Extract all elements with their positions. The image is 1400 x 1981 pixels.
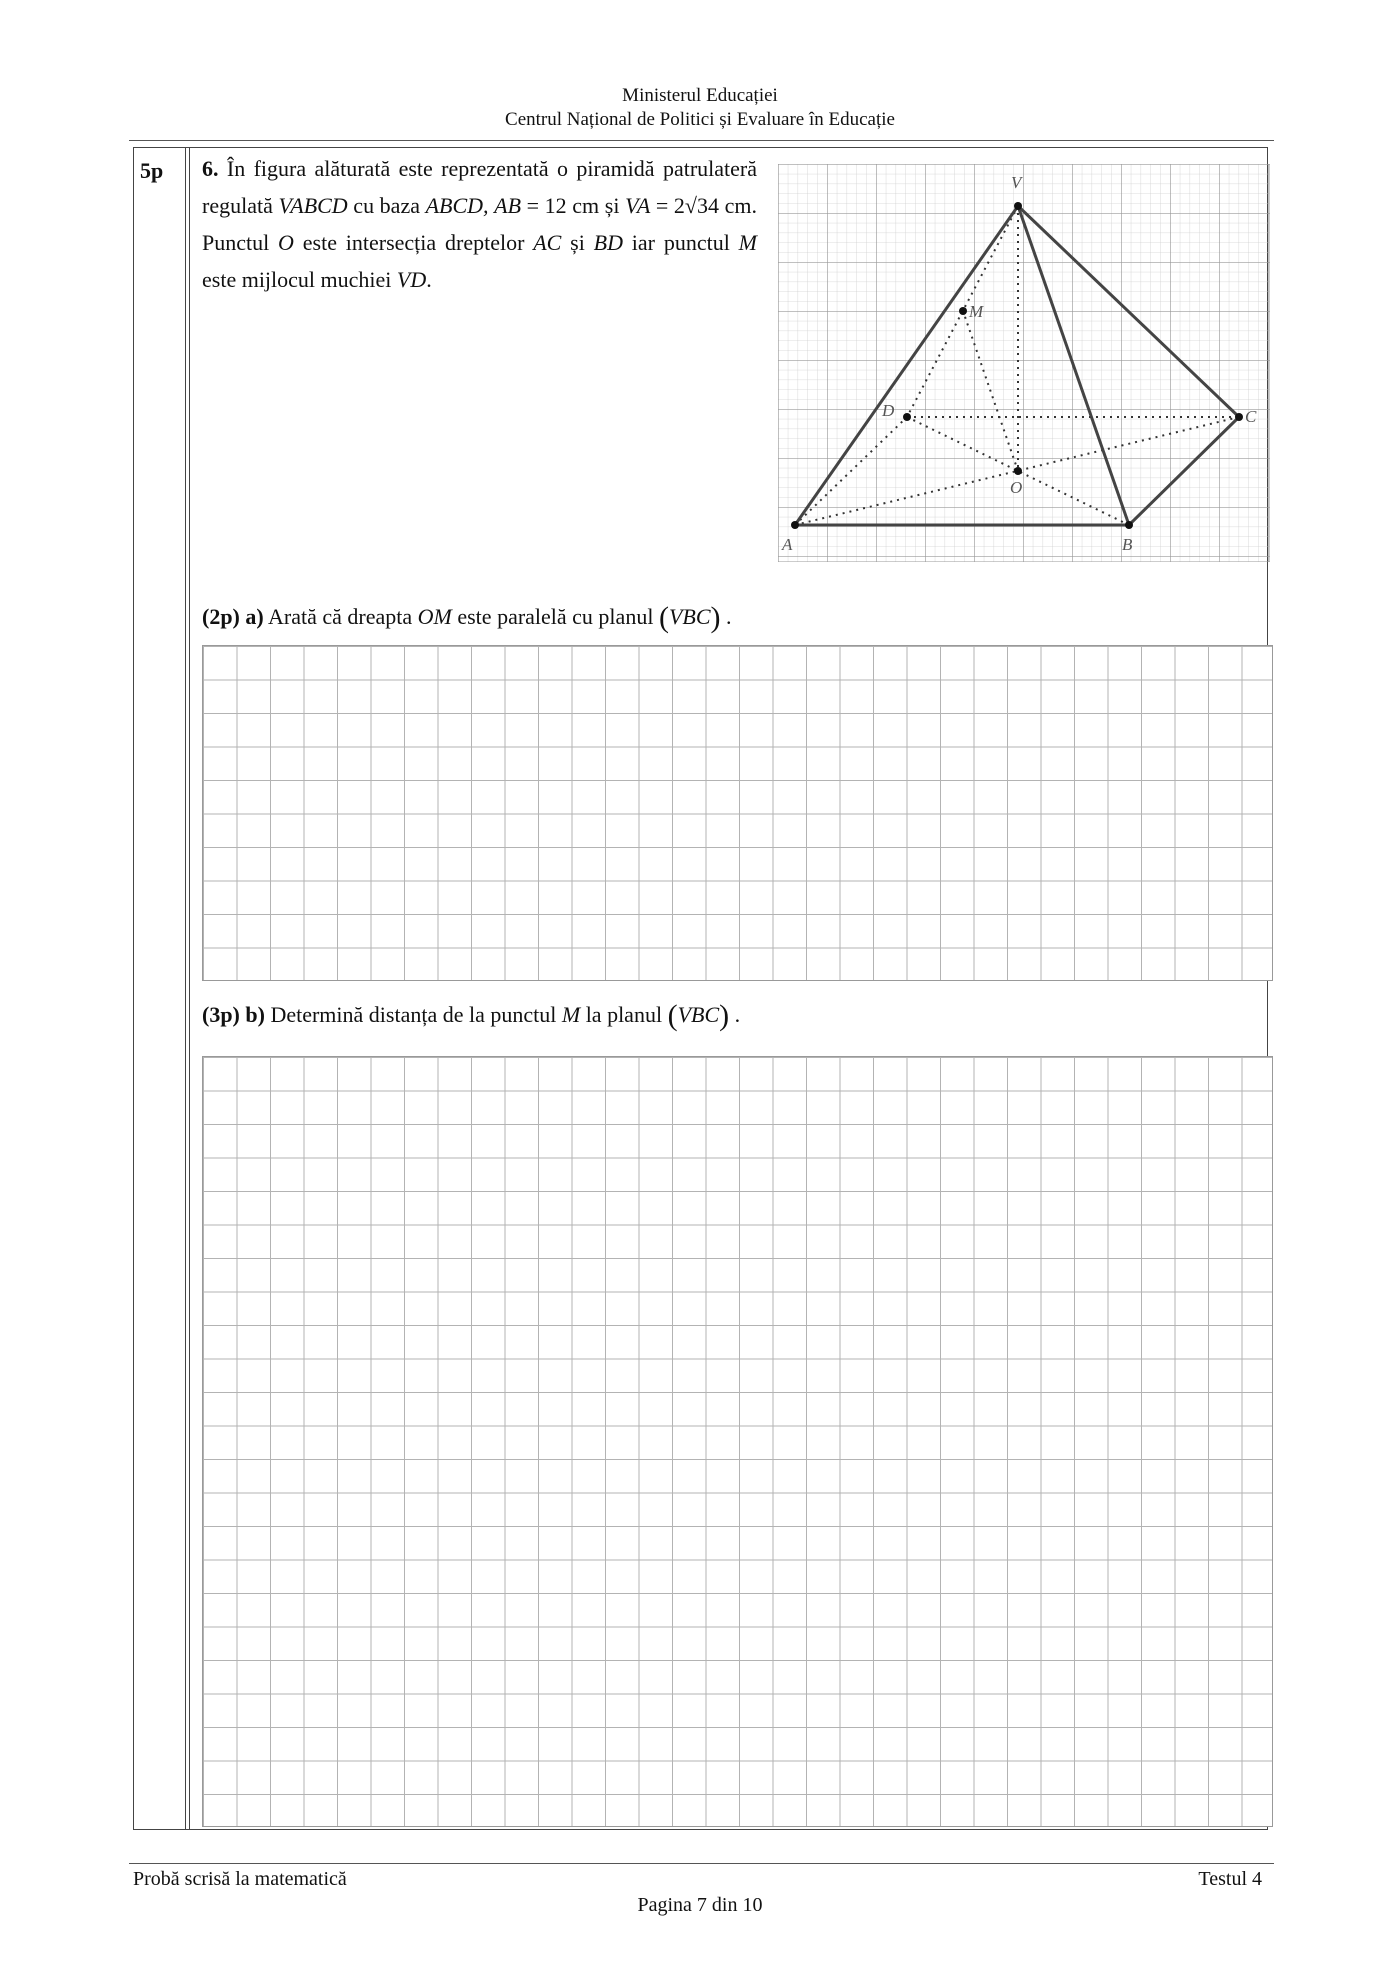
- point-o: O: [278, 230, 294, 255]
- answer-grid-b[interactable]: [202, 1056, 1273, 1827]
- question-a-plane: VBC: [668, 604, 711, 629]
- ab-value: = 12 cm: [526, 193, 600, 218]
- question-b: (3p) b) Determină distanța de la punctul M la planul (VBC) .: [202, 999, 741, 1032]
- line-bd: BD: [593, 230, 623, 255]
- header-center: Centrul Național de Politici și Evaluare în Educație: [505, 109, 895, 130]
- footer-test-number: Testul 4: [1198, 1868, 1262, 1890]
- question-b-text: Determină distanța de la punctul: [270, 1002, 562, 1027]
- problem-text-6: iar punctul: [622, 230, 739, 255]
- edge-vd: VD: [396, 267, 427, 292]
- footer-page-number: Pagina 7 din 10: [637, 1894, 763, 1916]
- question-b-letter: b): [245, 1002, 265, 1027]
- base-name: ABCD,: [425, 193, 489, 218]
- segment-ab: AB: [494, 193, 522, 218]
- va-value: = 2√34 cm: [655, 193, 752, 218]
- label-b: B: [1122, 535, 1133, 554]
- point-m: M: [738, 230, 757, 255]
- pyramid-name: VABCD: [278, 193, 348, 218]
- midpoint-m: [959, 307, 967, 315]
- problem-text-2: cu baza: [347, 193, 426, 218]
- question-b-end: .: [734, 1002, 741, 1027]
- vertex-a: [791, 521, 799, 529]
- and-word: și: [604, 193, 620, 218]
- problem-text-5: și: [561, 230, 594, 255]
- label-v: V: [1011, 173, 1022, 192]
- header-ministry: Ministerul Educației: [622, 85, 778, 106]
- vertex-d: [903, 413, 911, 421]
- problem-statement: [202, 150, 757, 298]
- question-a-letter: a): [245, 604, 264, 629]
- question-b-plane: VBC: [677, 1002, 720, 1027]
- label-o: O: [1010, 478, 1023, 497]
- vertex-v: [1014, 202, 1022, 210]
- problem-text-3: . Punctul: [202, 193, 757, 255]
- vertex-b: [1125, 521, 1133, 529]
- points-column: [133, 147, 186, 1830]
- question-a-points: (2p): [202, 604, 240, 629]
- question-a: (2p) a) Arată că dreapta OM este paralelă cu planul (VBC) .: [202, 601, 732, 634]
- problem-text-1: În figura alăturată este reprezentată o piramidă patrulateră regulată: [202, 156, 757, 218]
- problem-text-7: este mijlocul muchiei: [202, 267, 397, 292]
- question-a-end: .: [726, 604, 732, 629]
- question-b-point: M: [561, 1002, 581, 1027]
- label-d: D: [882, 401, 895, 420]
- problem-number: 6.: [202, 156, 219, 181]
- question-b-text2: la planul: [580, 1002, 668, 1027]
- vertex-c: [1235, 413, 1243, 421]
- exercise-points: 5p: [140, 158, 164, 183]
- problem-text-8: .: [426, 267, 432, 292]
- answer-grid-a[interactable]: [202, 645, 1273, 981]
- label-m: M: [969, 302, 984, 321]
- problem-text-4: este intersecția dreptelor: [293, 230, 534, 255]
- segment-va: VA: [625, 193, 651, 218]
- question-a-line: OM: [417, 604, 452, 629]
- center-o: [1014, 467, 1022, 475]
- question-b-points: (3p): [202, 1002, 240, 1027]
- header-divider: [129, 140, 1274, 141]
- question-a-text2: este paralelă cu planul: [451, 604, 659, 629]
- line-ac: AC: [533, 230, 562, 255]
- label-a: A: [782, 535, 793, 554]
- points-column-inner-border: [189, 147, 190, 1830]
- footer-divider: [129, 1863, 1274, 1864]
- question-a-text: Arată că dreapta: [268, 604, 418, 629]
- pyramid-figure: [778, 164, 1270, 562]
- label-c: C: [1245, 407, 1257, 426]
- footer-exam-name: Probă scrisă la matematică: [133, 1868, 347, 1890]
- page-header: [0, 84, 1400, 132]
